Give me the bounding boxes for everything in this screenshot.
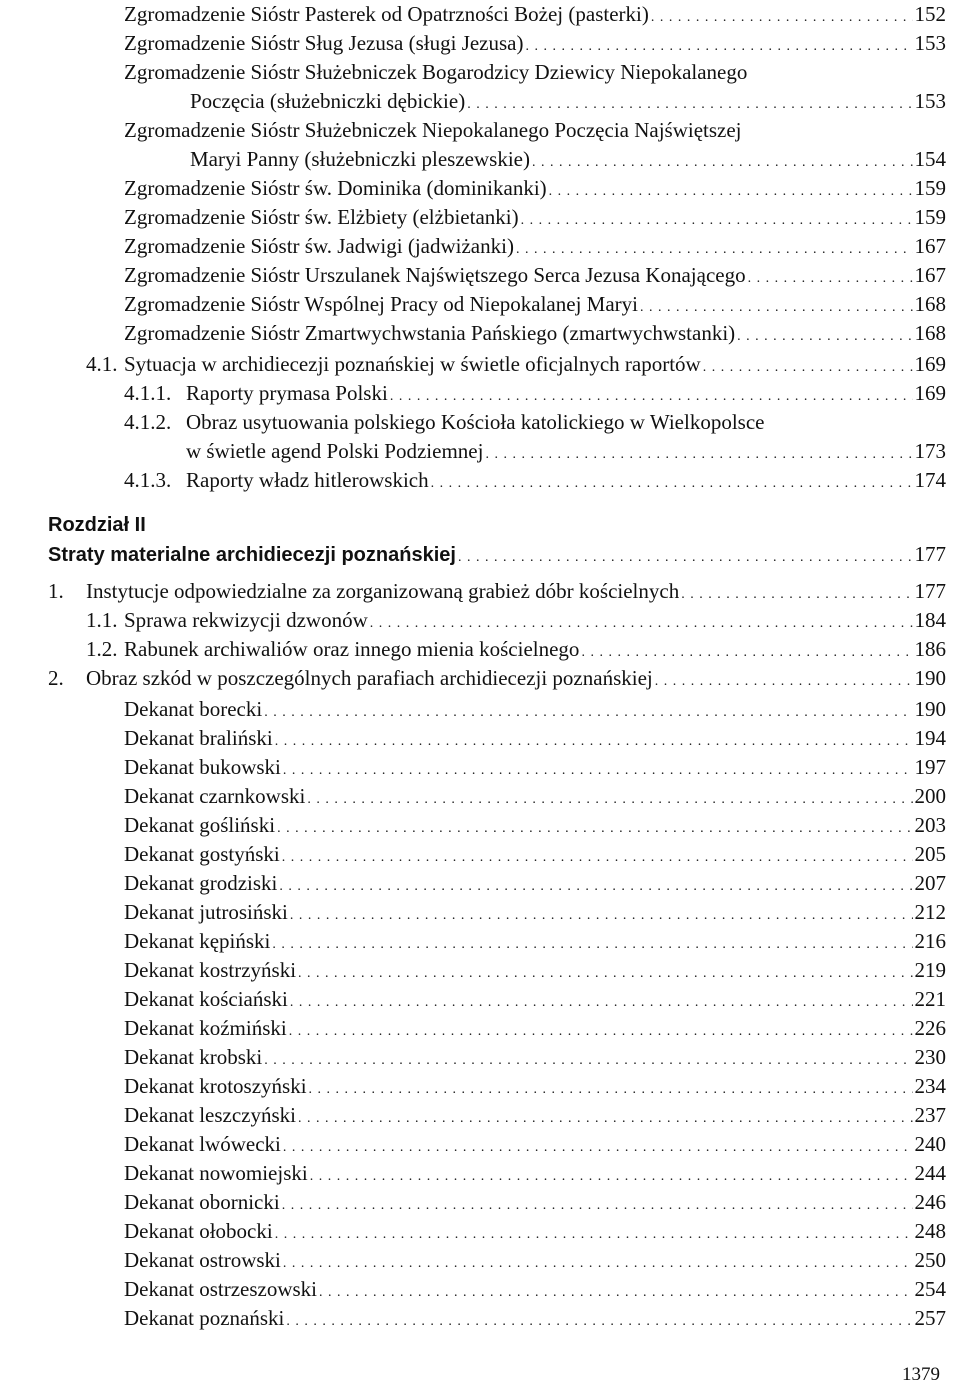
leader-dots [431, 471, 913, 497]
leader-dots [532, 150, 913, 176]
toc-entry-number: 4.1.1. [124, 381, 172, 405]
leader-dots [279, 874, 912, 900]
leader-dots [467, 92, 912, 118]
leader-dots [282, 845, 913, 871]
toc-entry-page: 234 [914, 1074, 946, 1098]
leader-dots [282, 1193, 913, 1219]
toc-entry [124, 1073, 946, 1099]
toc-entry-title: Dekanat koźmiński [124, 1016, 287, 1040]
leader-dots [290, 990, 913, 1016]
toc-entry-title: Dekanat kostrzyński [124, 958, 297, 982]
leader-dots [526, 34, 913, 60]
toc-entry-title: Dekanat gostyński [124, 842, 280, 866]
toc-entry-page: 205 [914, 842, 946, 866]
toc-entry [124, 117, 946, 143]
toc-entry-page: 244 [914, 1161, 946, 1185]
toc-entry [124, 233, 946, 259]
toc-entry-title: Dekanat nowomiejski [124, 1161, 308, 1185]
toc-entry [124, 1102, 946, 1128]
toc-entry [86, 351, 946, 377]
toc-entry-number: 1.2. [86, 637, 118, 661]
toc-entry [124, 1044, 946, 1070]
toc-entry-page: 186 [914, 637, 946, 661]
toc-entry-title: Dekanat czarnkowski [124, 784, 306, 808]
toc-entry [124, 1189, 946, 1215]
toc-entry-title: Zgromadzenie Sióstr Zmartwychwstania Pańskiego (zmartwychwstanki) [124, 321, 736, 345]
leader-dots [737, 324, 912, 350]
toc-entry-page: 169 [914, 352, 946, 376]
leader-dots [307, 787, 912, 813]
toc-entry [124, 812, 946, 838]
toc-entry [124, 380, 946, 406]
toc-entry-title: Raporty władz hitlerowskich [186, 468, 429, 492]
toc-entry-page: 221 [914, 987, 946, 1011]
toc-entry-page: 173 [914, 439, 946, 463]
toc-entry-page: 248 [914, 1219, 946, 1243]
toc-entry-title: Dekanat kępiński [124, 929, 271, 953]
toc-entry-title: Dekanat bukowski [124, 755, 281, 779]
toc-entry-title: Obraz usytuowania polskiego Kościoła katolickiego w Wielkopolsce [186, 410, 765, 434]
toc-entry-title: Sprawa rekwizycji dzwonów [124, 608, 368, 632]
toc-entry [124, 30, 946, 56]
toc-entry [124, 841, 946, 867]
toc-entry-title: Dekanat ołobocki [124, 1219, 273, 1243]
toc-entry-title: Dekanat grodziski [124, 871, 278, 895]
toc-entry [124, 59, 946, 85]
toc-entry-page: 167 [914, 263, 946, 287]
toc-entry [124, 467, 946, 493]
toc-entry-title: Zgromadzenie Sióstr Pasterek od Opatrzności Bożej (pasterki) [124, 2, 649, 26]
toc-entry [124, 986, 946, 1012]
toc-entry-title: Dekanat poznański [124, 1306, 285, 1330]
toc-entry-continuation [186, 438, 946, 464]
toc-entry [124, 754, 946, 780]
toc-entry [124, 1015, 946, 1041]
leader-dots [458, 545, 913, 571]
toc-entry-page: 219 [914, 958, 946, 982]
toc-entry-page: 153 [914, 89, 946, 113]
leader-dots [703, 355, 913, 381]
toc-entry-page: 174 [914, 468, 946, 492]
toc-entry-page: 207 [914, 871, 946, 895]
toc-entry-page: 212 [914, 900, 946, 924]
toc-entry-page: 190 [914, 697, 946, 721]
leader-dots [370, 611, 913, 637]
toc-entry-title: Dekanat leszczyński [124, 1103, 297, 1127]
toc-entry-title: Zgromadzenie Sióstr Sług Jezusa (sługi Jezusa) [124, 31, 524, 55]
toc-entry-title: Dekanat krobski [124, 1045, 263, 1069]
leader-dots [640, 295, 913, 321]
toc-entry-page: 226 [914, 1016, 946, 1040]
toc-entry-page: 154 [914, 147, 946, 171]
toc-entry [48, 578, 946, 604]
leader-dots [275, 729, 913, 755]
leader-dots [581, 640, 912, 666]
toc-entry [124, 725, 946, 751]
leader-dots [309, 1077, 913, 1103]
toc-entry [124, 175, 946, 201]
toc-entry [124, 1218, 946, 1244]
toc-entry [86, 636, 946, 662]
toc-entry-number: 1. [48, 579, 64, 603]
leader-dots [521, 208, 913, 234]
toc-entry-continuation [190, 146, 946, 172]
leader-dots [485, 442, 912, 468]
toc-entry [124, 957, 946, 983]
leader-dots [681, 582, 912, 608]
toc-entry-title: Dekanat ostrowski [124, 1248, 281, 1272]
toc-entry-title: Dekanat lwówecki [124, 1132, 281, 1156]
chapter-title: Straty materialne archidiecezji poznańskiej [48, 544, 456, 566]
toc-entry [124, 899, 946, 925]
toc-entry [124, 1131, 946, 1157]
leader-dots [319, 1280, 912, 1306]
toc-entry-number: 1.1. [86, 608, 118, 632]
toc-entry-page: 177 [914, 542, 946, 566]
toc-entry-title: Dekanat borecki [124, 697, 263, 721]
toc-entry [124, 1305, 946, 1331]
leader-dots [298, 961, 912, 987]
toc-entry-page: 257 [914, 1306, 946, 1330]
toc-entry-title: Maryi Panny (służebniczki pleszewskie) [190, 147, 530, 171]
toc-entry-page: 190 [914, 666, 946, 690]
toc-entry-title: Dekanat obornicki [124, 1190, 280, 1214]
toc-entry-title: Zgromadzenie Sióstr św. Dominika (dominikanki) [124, 176, 547, 200]
toc-entry-title: Dekanat jutrosiński [124, 900, 288, 924]
leader-dots [272, 932, 912, 958]
toc-entry-page: 237 [914, 1103, 946, 1127]
leader-dots [264, 1048, 912, 1074]
toc-entry-page: 200 [914, 784, 946, 808]
toc-entry-title: Dekanat gośliński [124, 813, 276, 837]
leader-dots [283, 1135, 913, 1161]
toc-entry [124, 291, 946, 317]
toc-entry-title: Zgromadzenie Sióstr św. Jadwigi (jadwiżanki) [124, 234, 514, 258]
toc-entry [124, 409, 946, 435]
toc-entry [86, 607, 946, 633]
toc-entry-title: Zgromadzenie Sióstr Urszulanek Najświętszego Serca Jezusa Konającego [124, 263, 746, 287]
toc-entry-page: 168 [914, 321, 946, 345]
toc-entry-title: Sytuacja w archidiecezji poznańskiej w świetle oficjalnych raportów [124, 352, 701, 376]
toc-entry-title: Dekanat krotoszyński [124, 1074, 307, 1098]
toc-entry [124, 1160, 946, 1186]
leader-dots [283, 758, 913, 784]
toc-entry-continuation [190, 88, 946, 114]
toc-entry-page: 246 [914, 1190, 946, 1214]
toc-entry [124, 1247, 946, 1273]
toc-entry [124, 696, 946, 722]
toc-entry [124, 204, 946, 230]
toc-entry [48, 665, 946, 691]
toc-entry-page: 216 [914, 929, 946, 953]
toc-entry-page: 169 [914, 381, 946, 405]
toc-entry-page: 159 [914, 176, 946, 200]
chapter-title-entry [48, 541, 946, 567]
toc-entry-title: Zgromadzenie Sióstr Służebniczek Niepokalanego Poczęcia Najświętszej [124, 118, 742, 142]
toc-entry-title: Dekanat ostrzeszowski [124, 1277, 318, 1301]
toc-entry-page: 203 [914, 813, 946, 837]
leader-dots [310, 1164, 913, 1190]
toc-entry-page: 167 [914, 234, 946, 258]
page-number: 1379 [902, 1364, 940, 1385]
toc-entry [124, 870, 946, 896]
toc-entry [124, 1276, 946, 1302]
toc-entry-title: Obraz szkód w poszczególnych parafiach archidiecezji poznańskiej [86, 666, 653, 690]
toc-entry-number: 4.1. [86, 352, 118, 376]
leader-dots [290, 903, 913, 929]
leader-dots [298, 1106, 912, 1132]
leader-dots [275, 1222, 913, 1248]
chapter-number: Rozdział II [48, 514, 146, 536]
leader-dots [516, 237, 913, 263]
toc-entry-title: Zgromadzenie Sióstr św. Elżbiety (elżbietanki) [124, 205, 519, 229]
toc-entry [124, 320, 946, 346]
toc-entry [124, 928, 946, 954]
toc-entry-page: 240 [914, 1132, 946, 1156]
leader-dots [286, 1309, 912, 1335]
toc-entry-title: Zgromadzenie Sióstr Wspólnej Pracy od Niepokalanej Maryi [124, 292, 638, 316]
toc-entry-page: 254 [914, 1277, 946, 1301]
toc-entry-number: 4.1.3. [124, 468, 172, 492]
toc-entry-page: 230 [914, 1045, 946, 1069]
toc-entry-title: Dekanat braliński [124, 726, 273, 750]
leader-dots [289, 1019, 913, 1045]
toc-entry-page: 177 [914, 579, 946, 603]
leader-dots [277, 816, 912, 842]
toc-entry-title: Zgromadzenie Sióstr Służebniczek Bogarodzicy Dziewicy Niepokalanego [124, 60, 748, 84]
toc-entry-page: 194 [914, 726, 946, 750]
toc-entry-page: 197 [914, 755, 946, 779]
toc-entry-page: 159 [914, 205, 946, 229]
leader-dots [264, 700, 912, 726]
toc-entry-page: 250 [914, 1248, 946, 1272]
toc-entry [124, 262, 946, 288]
toc-entry-title: Rabunek archiwaliów oraz innego mienia kościelnego [124, 637, 580, 661]
toc-entry-title: Poczęcia (służebniczki dębickie) [190, 89, 466, 113]
toc-entry-title: Dekanat kościański [124, 987, 288, 1011]
leader-dots [390, 384, 913, 410]
leader-dots [655, 669, 913, 695]
leader-dots [549, 179, 913, 205]
chapter-label [48, 512, 946, 538]
toc-entry-page: 153 [914, 31, 946, 55]
toc-entry-page: 152 [914, 2, 946, 26]
toc-entry [124, 1, 946, 27]
toc-entry [124, 783, 946, 809]
toc-entry-title: w świetle agend Polski Podziemnej [186, 439, 484, 463]
toc-entry-page: 184 [914, 608, 946, 632]
leader-dots [283, 1251, 913, 1277]
toc-entry-title: Instytucje odpowiedzialne za zorganizowaną grabież dóbr kościelnych [86, 579, 680, 603]
toc-entry-title: Raporty prymasa Polski [186, 381, 388, 405]
leader-dots [651, 5, 913, 31]
leader-dots [748, 266, 913, 292]
toc-entry-page: 168 [914, 292, 946, 316]
toc-entry-number: 2. [48, 666, 64, 690]
toc-entry-number: 4.1.2. [124, 410, 172, 434]
